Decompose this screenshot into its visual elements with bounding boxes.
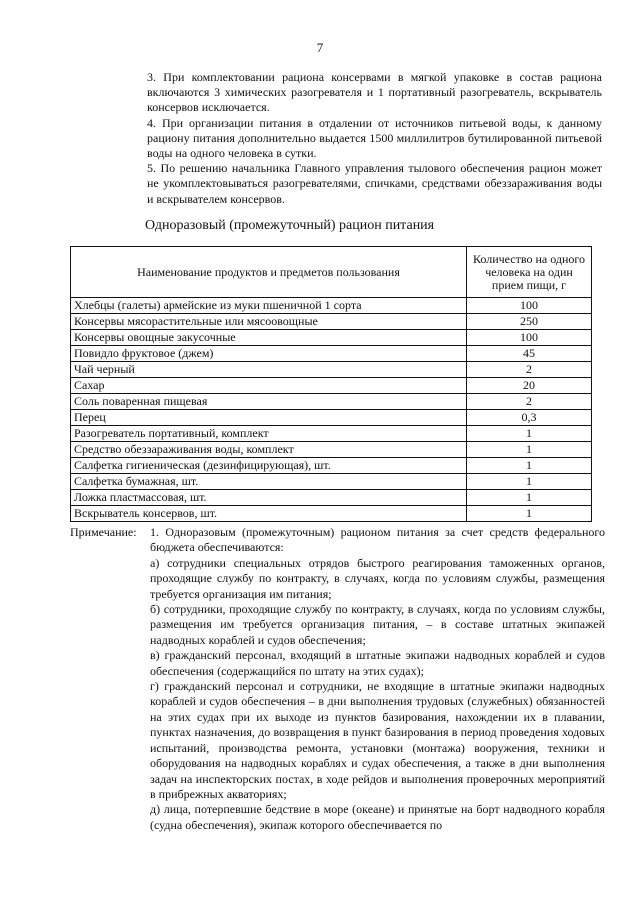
table-row xyxy=(71,458,592,474)
header-name: Наименование продуктов и предметов пользования xyxy=(71,247,467,298)
item-name: Чай черный xyxy=(71,362,467,378)
item-name: Повидло фруктовое (джем) xyxy=(71,346,467,362)
top-notes xyxy=(147,70,602,207)
item-qty: 1 xyxy=(467,442,592,458)
remarks-label: Примечание: xyxy=(70,525,137,539)
item-qty: 2 xyxy=(467,394,592,410)
item-name: Салфетка бумажная, шт. xyxy=(71,474,467,490)
remark-paragraph: а) сотрудники специальных отрядов быстрого реагирования таможенных органов, проходящие службу по контракту, в случаях, когда по условиям службы, размещения требуется организация им питания; xyxy=(150,555,605,601)
item-qty: 45 xyxy=(467,346,592,362)
remark-paragraph: б) сотрудники, проходящие службу по контракту, в случаях, когда по условиям службы, размещения им требуется организация питания, – в составе штатных экипажей надводных кораблей и судов обеспечения; xyxy=(150,602,605,647)
table-row xyxy=(71,330,592,346)
table-row xyxy=(71,490,592,506)
item-qty: 250 xyxy=(467,314,592,330)
table-row xyxy=(71,394,592,410)
note-5: 5. По решению начальника Главного управления тылового обеспечения рацион может не укомплектовываться разогревателями, спичками, средствами обеззараживания воды и вскрывателем консервов. xyxy=(147,161,602,206)
remark-paragraph: 1. Одноразовым (промежуточным) рационом питания за счет средств федерального бюджета обеспечиваются: xyxy=(150,525,605,555)
item-qty: 100 xyxy=(467,298,592,314)
table-header-row xyxy=(71,247,592,298)
table-row xyxy=(71,410,592,426)
item-name: Ложка пластмассовая, шт. xyxy=(71,490,467,506)
remark-paragraph: в) гражданский персонал, входящий в штатные экипажи надводных кораблей и судов обеспечения (содержащийся по штату на этих судах); xyxy=(150,648,605,678)
item-name: Консервы овощные закусочные xyxy=(71,330,467,346)
table-row xyxy=(71,298,592,314)
item-qty: 1 xyxy=(467,458,592,474)
header-qty: Количество на одного человека на один прием пищи, г xyxy=(467,247,592,298)
item-name: Салфетка гигиеническая (дезинфицирующая), шт. xyxy=(71,458,467,474)
item-name: Разогреватель портативный, комплект xyxy=(71,426,467,442)
remark-paragraph: г) гражданский персонал и сотрудники, не входящие в штатные экипажи надводных кораблей и судов обеспечения – в дни выполнения трудовых (служебных) обязанностей на этих судах при их выходе из пунктов базирования, нахождении их в плавании, пунктах назначения, до возвращения в пункт базирования в период проведения ходовых испытаний, производства ремонта, установки (монтажа) вооружения, техники и оборудования на надводных кораблях и судах обеспечения, а также в дни выполнения задач на инспекторских постах, в ходе рейдов и выполнения проверочных мероприятий в прибрежных акваториях; xyxy=(150,679,605,801)
item-name: Сахар xyxy=(71,378,467,394)
item-qty: 1 xyxy=(467,490,592,506)
table-row xyxy=(71,314,592,330)
table-row xyxy=(71,426,592,442)
remarks-body xyxy=(150,525,605,833)
item-qty: 100 xyxy=(467,330,592,346)
item-qty: 20 xyxy=(467,378,592,394)
table-title: Одноразовый (промежуточный) рацион питания xyxy=(145,218,435,233)
remark-paragraph: д) лица, потерпевшие бедствие в море (океане) и принятые на борт надводного корабля (судна обеспечения), экипаж которого обеспечивается по xyxy=(150,802,605,832)
ration-table xyxy=(70,246,592,522)
item-name: Соль поваренная пищевая xyxy=(71,394,467,410)
item-name: Вскрыватель консервов, шт. xyxy=(71,506,467,522)
item-name: Консервы мясорастительные или мясоовощные xyxy=(71,314,467,330)
table-row xyxy=(71,362,592,378)
remarks-section xyxy=(70,525,605,833)
item-qty: 1 xyxy=(467,506,592,522)
item-qty: 1 xyxy=(467,474,592,490)
table-row xyxy=(71,346,592,362)
page-number: 7 xyxy=(316,40,324,55)
item-name: Перец xyxy=(71,410,467,426)
table-row xyxy=(71,378,592,394)
table-row xyxy=(71,442,592,458)
table-row xyxy=(71,474,592,490)
item-name: Хлебцы (галеты) армейские из муки пшеничной 1 сорта xyxy=(71,298,467,314)
table-row xyxy=(71,506,592,522)
item-qty: 1 xyxy=(467,426,592,442)
note-3: 3. При комплектовании рациона консервами в мягкой упаковке в состав рациона включаются 3 химических разогревателя и 1 портативный разогреватель, вскрыватель консервов исключается. xyxy=(147,70,602,115)
note-4: 4. При организации питания в отдалении от источников питьевой воды, к данному рациону питания дополнительно выдается 1500 миллилитров бутилированной питьевой воды на одного человека в сутки. xyxy=(147,115,602,161)
item-qty: 0,3 xyxy=(467,410,592,426)
item-name: Средство обеззараживания воды, комплект xyxy=(71,442,467,458)
item-qty: 2 xyxy=(467,362,592,378)
